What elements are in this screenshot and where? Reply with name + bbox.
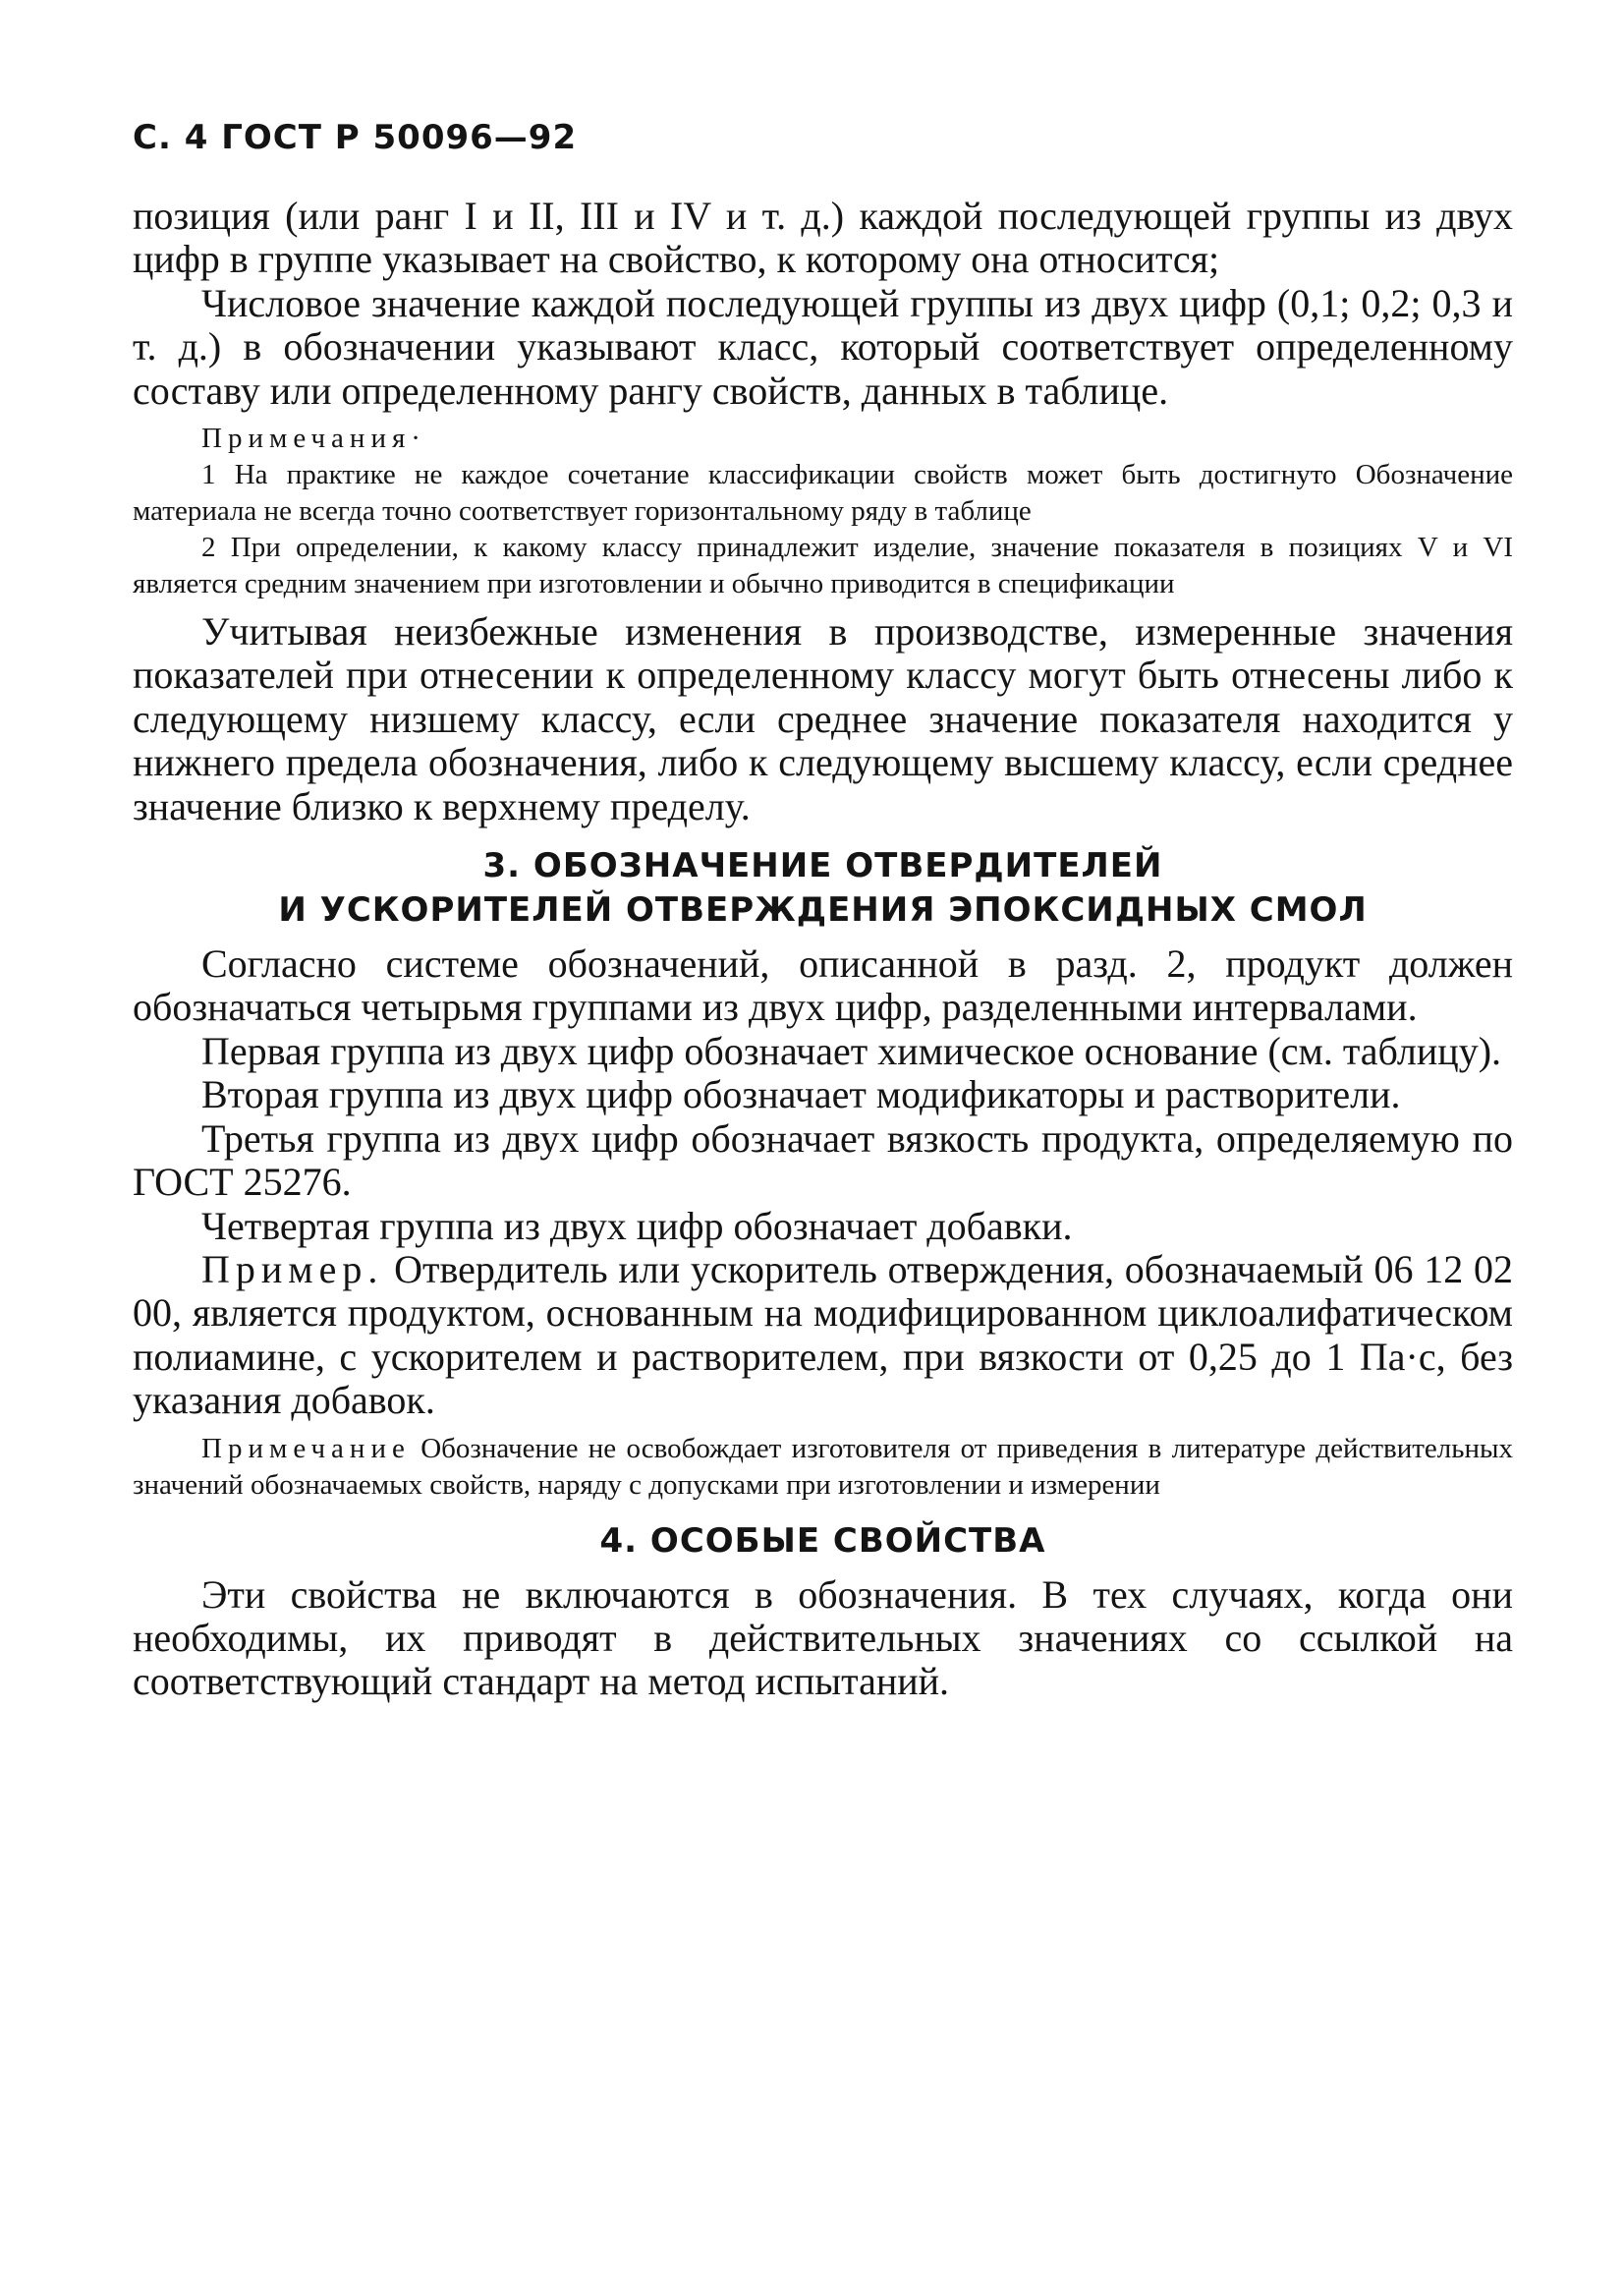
intro-paragraph-2: Числовое значение каждой последующей группы из двух цифр (0,1; 0,2; 0,3 и т. д.) в обозначении указывают класс, который соответствует определенному составу или определенному рангу свойств, данных в таблице.: [133, 280, 1513, 413]
notes-block: [133, 421, 1513, 602]
section-3-note: [133, 1431, 1513, 1504]
section-3-title-line-1: 3. ОБОЗНАЧЕНИЕ ОТВЕРДИТЕЛЕЙ: [482, 846, 1163, 886]
tolerance-paragraph: Учитывая неизбежные изменения в производстве, измеренные значения показателей при отнесении к определенному классу могут быть отнесены либо к следующему низшему классу, если среднее значение показателя находится у нижнего предела обозначения, либо к следующему высшему классу, если среднее значение близко к верхнему пределу.: [133, 609, 1513, 828]
section-3-paragraph-3: Вторая группа из двух цифр обозначает модификаторы и растворители.: [201, 1072, 1401, 1117]
note-item-1: 1 На практике не каждое сочетание классификации свойств может быть достигнуто Обозначение материала не всегда точно соответствует горизонтальному ряду в таблице: [133, 459, 1513, 528]
intro-paragraph-1: позиция (или ранг I и II, III и IV и т. д.) каждой последующей группы из двух цифр в группе указывает на свойство, к которому она относится;: [133, 194, 1513, 282]
document-page: [133, 118, 1513, 1704]
section-3-note-text: Обозначение не освобождает изготовителя от приведения в литературе действительных значений обозначаемых свойств, наряду с допусками при изготовлении и измерении: [133, 1432, 1513, 1501]
section-3-title: [133, 844, 1513, 933]
section-3-paragraph-2: Первая группа из двух цифр обозначает химическое основание (см. таблицу).: [201, 1028, 1502, 1073]
section-3-title-line-2: И УСКОРИТЕЛЕЙ ОТВЕРЖДЕНИЯ ЭПОКСИДНЫХ СМОЛ: [278, 890, 1368, 931]
section-4-title: 4. ОСОБЫЕ СВОЙСТВА: [599, 1520, 1046, 1561]
section-3-paragraph-1: Согласно системе обозначений, описанной в разд. 2, продукт должен обозначаться четырьмя группами из двух цифр, разделенными интервалами.: [133, 941, 1513, 1030]
section-3-note-label: Примечание: [201, 1432, 411, 1464]
section-3-paragraph-4: Третья группа из двух цифр обозначает вязкость продукта, определяемую по ГОСТ 25276.: [133, 1115, 1513, 1205]
example-label: Пример.: [201, 1246, 384, 1291]
note-item-2: 2 При определении, к какому классу принадлежит изделие, значение показателя в позициях V и VI является средним значением при изготовлении и обычно приводится в спецификации: [133, 532, 1513, 600]
example-paragraph: [133, 1248, 1513, 1423]
section-3-paragraph-5: Четвертая группа из двух цифр обозначает добавки.: [201, 1203, 1073, 1248]
notes-heading: Примечания·: [201, 423, 426, 455]
section-4-paragraph: Эти свойства не включаются в обозначения. В тех случаях, когда они необходимы, их приводят в действительных значениях со ссылкой на соответствующий стандарт на метод испытаний.: [133, 1571, 1513, 1704]
example-text: Отвердитель или ускоритель отверждения, обозначаемый 06 12 02 00, является продуктом, основанным на модифицированном циклоалифатическом полиамине, с ускорителем и растворителем, при вязкости от 0,25 до 1 Па·с, без указания добавок.: [133, 1246, 1513, 1423]
page-header: С. 4 ГОСТ Р 50096—92: [133, 118, 578, 157]
